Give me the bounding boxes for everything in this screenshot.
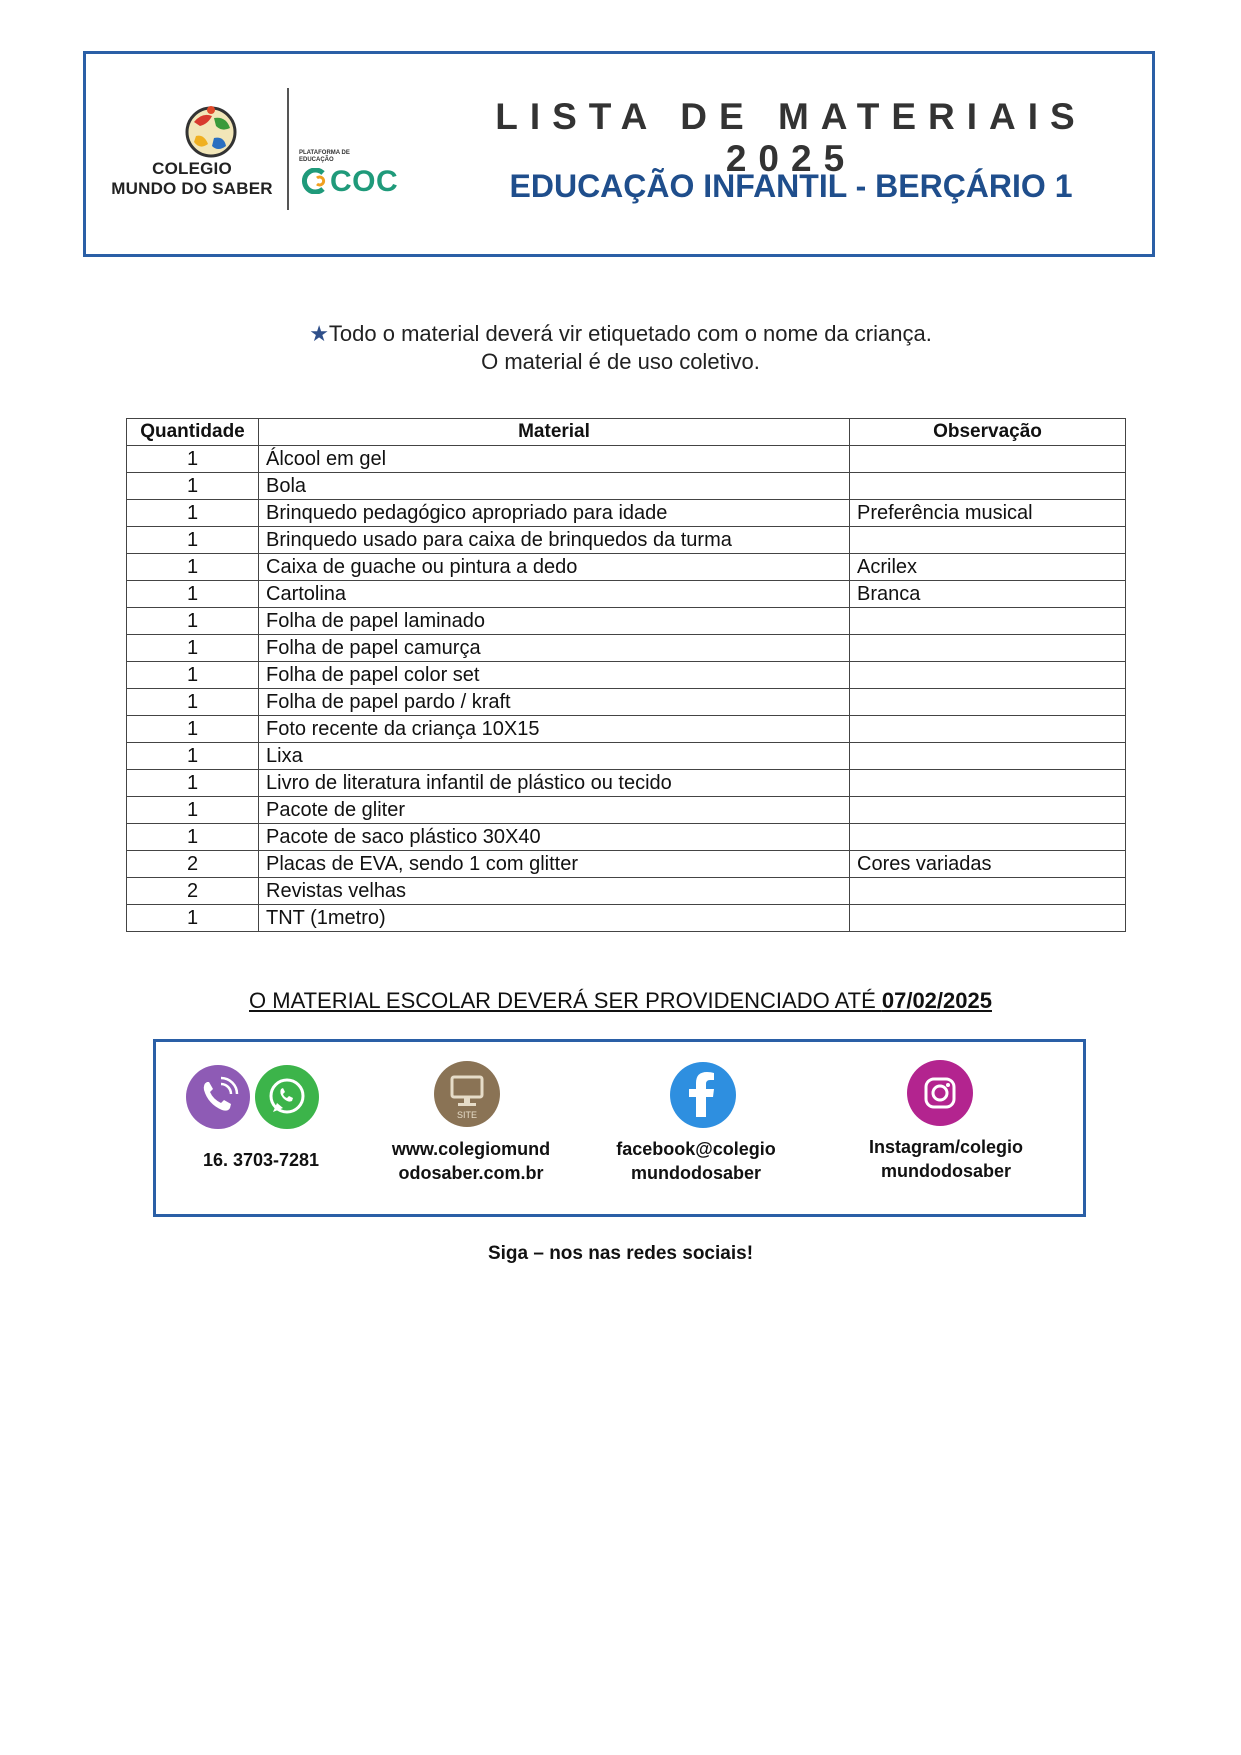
row-quantity: 1 [127, 473, 259, 500]
row-quantity: 2 [127, 878, 259, 905]
facebook-line1: facebook@colegio [616, 1139, 776, 1159]
row-quantity: 1 [127, 716, 259, 743]
table-row [127, 716, 1126, 743]
row-material: Caixa de guache ou pintura a dedo [259, 554, 850, 581]
row-material: Folha de papel camurça [259, 635, 850, 662]
table-row [127, 473, 1126, 500]
row-observation [850, 716, 1126, 743]
row-material: Lixa [259, 743, 850, 770]
header-observation: Observação [850, 419, 1126, 446]
row-observation [850, 527, 1126, 554]
logo-divider [287, 88, 289, 210]
coc-platform-label: PLATAFORMA DE EDUCAÇÃO [299, 150, 350, 163]
row-observation: Acrilex [850, 554, 1126, 581]
table-row [127, 797, 1126, 824]
table-row [127, 662, 1126, 689]
table-row [127, 446, 1126, 473]
row-quantity: 1 [127, 824, 259, 851]
page-title: LISTA DE MATERIAIS 2025 [495, 96, 1087, 179]
row-observation [850, 473, 1126, 500]
row-quantity: 1 [127, 797, 259, 824]
table-row [127, 635, 1126, 662]
table-row [127, 878, 1126, 905]
row-quantity: 1 [127, 608, 259, 635]
header-material: Material [259, 419, 850, 446]
school-logo [106, 88, 399, 218]
row-observation [850, 662, 1126, 689]
row-quantity: 1 [127, 527, 259, 554]
table-row [127, 851, 1126, 878]
star-icon: ★ [309, 321, 329, 346]
table-row [127, 689, 1126, 716]
row-observation [850, 689, 1126, 716]
facebook-link[interactable] [576, 1137, 816, 1185]
table-row [127, 905, 1126, 932]
website-link[interactable] [366, 1137, 576, 1185]
row-material: Cartolina [259, 581, 850, 608]
row-observation: Branca [850, 581, 1126, 608]
row-material: Pacote de gliter [259, 797, 850, 824]
logo-name-line1: COLEGIO [152, 159, 232, 178]
row-material: Folha de papel laminado [259, 608, 850, 635]
row-material: Bola [259, 473, 850, 500]
header-quantity: Quantidade [127, 419, 259, 446]
coc-swirl-icon [299, 168, 329, 194]
header-box [83, 51, 1155, 257]
row-material: Álcool em gel [259, 446, 850, 473]
deadline-notice [0, 988, 1241, 1014]
row-observation [850, 905, 1126, 932]
table-row [127, 770, 1126, 797]
facebook-icon[interactable] [667, 1059, 739, 1131]
row-quantity: 1 [127, 635, 259, 662]
row-quantity: 1 [127, 770, 259, 797]
row-quantity: 1 [127, 743, 259, 770]
globe-icon [182, 104, 240, 158]
row-material: Placas de EVA, sendo 1 com glitter [259, 851, 850, 878]
phone-number[interactable] [156, 1148, 366, 1172]
row-quantity: 1 [127, 500, 259, 527]
website-line2: odosaber.com.br [398, 1163, 544, 1183]
site-icon-label: SITE [456, 1110, 478, 1120]
table-row [127, 581, 1126, 608]
materials-table [126, 418, 1126, 932]
row-material: Livro de literatura infantil de plástico ou tecido [259, 770, 850, 797]
row-observation: Preferência musical [850, 500, 1126, 527]
follow-social-text: Siga – nos nas redes sociais! [487, 1243, 754, 1264]
table-row [127, 554, 1126, 581]
row-quantity: 1 [127, 905, 259, 932]
table-header-row [127, 419, 1126, 446]
instagram-line1: Instagram/colegio [868, 1137, 1024, 1157]
row-material: Folha de papel color set [259, 662, 850, 689]
row-quantity: 1 [127, 689, 259, 716]
phone-icon[interactable] [183, 1062, 253, 1132]
instagram-icon[interactable] [904, 1057, 976, 1129]
note-line1: Todo o material deverá vir etiquetado com o nome da criança. [328, 321, 932, 346]
note-labeling [0, 321, 1241, 347]
deadline-date: 07/02/2025 [881, 988, 992, 1013]
row-quantity: 1 [127, 554, 259, 581]
row-material: Foto recente da criança 10X15 [259, 716, 850, 743]
logo-name-line2: MUNDO DO SABER [111, 179, 273, 198]
site-icon[interactable] [431, 1058, 503, 1130]
contact-box [153, 1039, 1086, 1217]
row-material: Pacote de saco plástico 30X40 [259, 824, 850, 851]
table-row [127, 527, 1126, 554]
row-observation [850, 635, 1126, 662]
whatsapp-icon[interactable] [252, 1062, 322, 1132]
row-observation [850, 824, 1126, 851]
table-row [127, 608, 1126, 635]
row-material: Revistas velhas [259, 878, 850, 905]
website-line1: www.colegiomund [391, 1139, 551, 1159]
row-observation [850, 743, 1126, 770]
coc-brand: COC [330, 165, 399, 198]
row-material: TNT (1metro) [259, 905, 850, 932]
row-observation [850, 770, 1126, 797]
row-quantity: 1 [127, 446, 259, 473]
row-observation: Cores variadas [850, 851, 1126, 878]
row-observation [850, 608, 1126, 635]
facebook-line2: mundodosaber [630, 1163, 761, 1183]
instagram-line2: mundodosaber [880, 1161, 1011, 1181]
row-observation [850, 878, 1126, 905]
page-subtitle: EDUCAÇÃO INFANTIL - BERÇÁRIO 1 [509, 168, 1073, 204]
row-quantity: 2 [127, 851, 259, 878]
row-quantity: 1 [127, 581, 259, 608]
table-row [127, 824, 1126, 851]
row-observation [850, 797, 1126, 824]
row-quantity: 1 [127, 662, 259, 689]
row-material: Folha de papel pardo / kraft [259, 689, 850, 716]
row-observation [850, 446, 1126, 473]
instagram-link[interactable] [821, 1135, 1071, 1183]
row-material: Brinquedo usado para caixa de brinquedos da turma [259, 527, 850, 554]
table-row [127, 500, 1126, 527]
table-row [127, 743, 1126, 770]
note-collective: O material é de uso coletivo. [481, 349, 760, 374]
phone-number-line1: 16. 3703-7281 [202, 1150, 320, 1170]
row-material: Brinquedo pedagógico apropriado para idade [259, 500, 850, 527]
deadline-text: O MATERIAL ESCOLAR DEVERÁ SER PROVIDENCIADO ATÉ [249, 988, 882, 1013]
